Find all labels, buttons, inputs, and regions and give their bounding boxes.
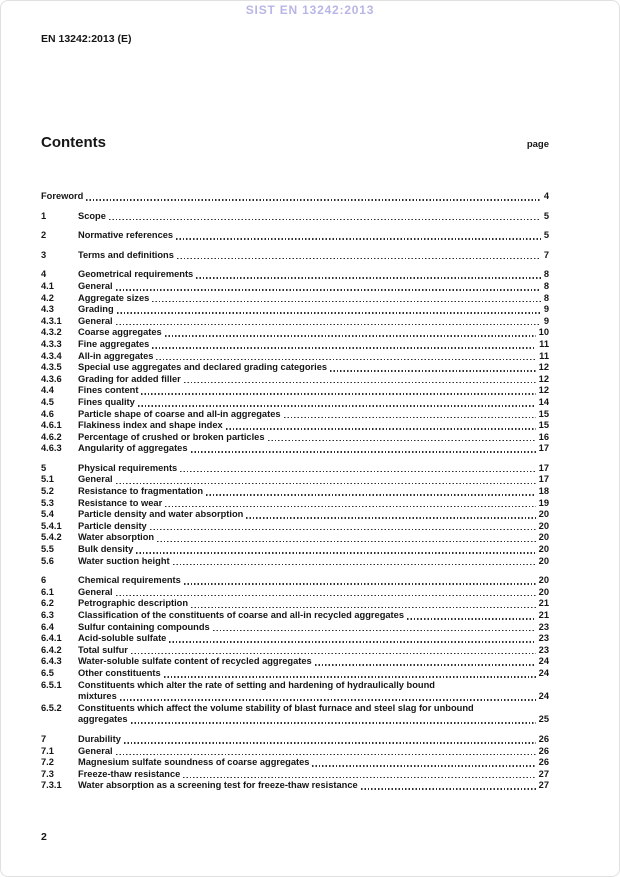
- toc-entry-number: 6.5: [41, 667, 54, 678]
- toc-dotted-leader: [213, 630, 536, 632]
- toc-dotted-leader: [164, 676, 536, 678]
- toc-entry: [41, 691, 549, 703]
- toc-entry: [41, 230, 549, 242]
- toc-dotted-leader: [226, 428, 536, 430]
- toc-dotted-leader: [124, 742, 536, 744]
- toc-entry-page: 9: [543, 315, 549, 326]
- toc-entry-number: 7: [41, 733, 47, 744]
- toc-entry-title: Constituents which affect the volume stability of blast furnace and steel slag for unbound: [78, 702, 474, 713]
- toc-entry-number: 3: [41, 249, 47, 260]
- toc-entry-page: 20: [538, 509, 549, 520]
- toc-entry: [41, 432, 549, 444]
- toc-dotted-leader: [246, 517, 535, 519]
- toc-entry-title: Physical requirements: [78, 462, 178, 473]
- toc-entry-page: 24: [538, 667, 549, 678]
- toc-entry: [41, 463, 549, 475]
- toc-entry-page: 8: [543, 292, 549, 303]
- toc-entry-title: Fines content: [78, 385, 139, 396]
- toc-dotted-leader: [131, 653, 536, 655]
- toc-entry-page: 5: [543, 230, 549, 241]
- toc-entry-page: 19: [538, 497, 549, 508]
- toc-entry-number: 4: [41, 269, 47, 280]
- toc-entry-page: 27: [538, 780, 549, 791]
- toc-entry-number: 6.4.2: [41, 644, 62, 655]
- table-of-contents: [41, 191, 549, 792]
- toc-entry: [41, 509, 549, 521]
- toc-entry-number: 1: [41, 210, 47, 221]
- toc-dotted-leader: [407, 618, 536, 620]
- toc-dotted-leader: [136, 552, 535, 554]
- toc-entry-title: Particle density: [78, 520, 147, 531]
- toc-entry: [41, 769, 549, 781]
- toc-entry: [41, 397, 549, 409]
- toc-entry-title: General: [78, 280, 113, 291]
- toc-dotted-leader: [109, 219, 541, 221]
- toc-entry-page: 18: [538, 486, 549, 497]
- toc-entry-page: 20: [538, 532, 549, 543]
- toc-entry-title: Grading for added filler: [78, 373, 181, 384]
- toc-entry-number: 4.3.1: [41, 315, 62, 326]
- toc-entry-page: 23: [538, 621, 549, 632]
- document-reference: EN 13242:2013 (E): [41, 33, 132, 45]
- toc-entry-page: 20: [538, 575, 549, 586]
- toc-entry-title: All-in aggregates: [78, 350, 154, 361]
- toc-entry-page: 26: [538, 757, 549, 768]
- toc-dotted-leader: [165, 335, 536, 337]
- toc-dotted-leader: [191, 451, 536, 453]
- toc-dotted-leader: [268, 440, 536, 442]
- toc-entry: [41, 474, 549, 486]
- toc-entry-number: 4.3.3: [41, 338, 62, 349]
- toc-dotted-leader: [156, 359, 536, 361]
- toc-entry-title: Flakiness index and shape index: [78, 420, 223, 431]
- toc-entry-number: 4.2: [41, 292, 54, 303]
- toc-entry: [41, 610, 549, 622]
- toc-entry-page: 15: [538, 408, 549, 419]
- toc-entry-title: Angularity of aggregates: [78, 443, 188, 454]
- toc-entry-title: General: [78, 745, 113, 756]
- toc-entry: [41, 211, 549, 223]
- toc-entry-title: aggregates: [78, 714, 128, 725]
- toc-entry: [41, 757, 549, 769]
- toc-entry-page: 23: [538, 644, 549, 655]
- toc-entry-number: 6.5.1: [41, 679, 62, 690]
- toc-entry-number: 4.3.4: [41, 350, 62, 361]
- toc-entry: [41, 362, 549, 374]
- toc-dotted-leader: [116, 754, 536, 756]
- toc-dotted-leader: [117, 312, 541, 314]
- toc-entry: [41, 420, 549, 432]
- toc-entry-number: 4.3.2: [41, 327, 62, 338]
- toc-dotted-leader: [176, 238, 541, 240]
- toc-dotted-leader: [184, 583, 536, 585]
- toc-dotted-leader: [196, 277, 541, 279]
- toc-entry-title: Other constituents: [78, 667, 161, 678]
- toc-entry: [41, 633, 549, 645]
- toc-dotted-leader: [165, 506, 535, 508]
- contents-title: Contents: [41, 134, 106, 151]
- toc-entry: [41, 486, 549, 498]
- toc-entry-page: 16: [538, 431, 549, 442]
- toc-entry-page: 17: [538, 474, 549, 485]
- toc-entry-title: Magnesium sulfate soundness of coarse aggregates: [78, 757, 310, 768]
- toc-entry: [41, 191, 549, 203]
- toc-entry-page: 20: [538, 520, 549, 531]
- toc-entry-page: 11: [539, 350, 549, 361]
- toc-entry-number: 6.4: [41, 621, 54, 632]
- toc-entry-number: 4.6.3: [41, 443, 62, 454]
- toc-entry: [41, 443, 549, 455]
- footer-page-number: 2: [41, 831, 47, 843]
- toc-entry: [41, 587, 549, 599]
- toc-entry-number: 5.5: [41, 544, 54, 555]
- toc-entry-page: 24: [538, 691, 549, 702]
- toc-entry-number: 4.3: [41, 304, 54, 315]
- toc-entry: [41, 668, 549, 680]
- toc-entry: [41, 293, 549, 305]
- toc-entry-title: Sulfur containing compounds: [78, 621, 210, 632]
- toc-entry-page: 12: [538, 385, 549, 396]
- toc-entry-title: Aggregate sizes: [78, 292, 150, 303]
- toc-entry-title: Particle shape of coarse and all-in aggregates: [78, 408, 281, 419]
- toc-entry-title: Classification of the constituents of coarse and all-in recycled aggregates: [78, 610, 404, 620]
- toc-entry-title: Chemical requirements: [78, 575, 181, 586]
- toc-entry-number: 7.2: [41, 757, 54, 768]
- toc-dotted-leader: [206, 494, 536, 496]
- toc-entry: [41, 645, 549, 657]
- toc-dotted-leader: [86, 199, 540, 201]
- toc-dotted-leader: [180, 471, 535, 473]
- toc-entry-title: Foreword: [41, 191, 84, 201]
- watermark-text: SIST EN 13242:2013: [245, 3, 375, 17]
- toc-entry: [41, 544, 549, 556]
- toc-entry: [41, 316, 549, 328]
- toc-dotted-leader: [183, 777, 535, 779]
- toc-entry-title: Petrographic description: [78, 598, 189, 609]
- toc-entry: [41, 385, 549, 397]
- toc-entry-title: Terms and definitions: [78, 249, 174, 260]
- toc-entry-number: 6.1: [41, 586, 54, 597]
- toc-dotted-leader: [116, 289, 541, 291]
- toc-entry: [41, 598, 549, 610]
- toc-entry-number: 6.5.2: [41, 702, 62, 713]
- toc-entry-page: 15: [538, 420, 549, 431]
- toc-entry-number: 5.4: [41, 509, 54, 520]
- toc-entry-title: Geometrical requirements: [78, 269, 194, 280]
- toc-entry: [41, 269, 549, 281]
- toc-dotted-leader: [361, 788, 536, 790]
- toc-entry-page: 8: [543, 280, 549, 291]
- toc-entry-page: 12: [538, 362, 549, 373]
- toc-entry: [41, 656, 549, 668]
- toc-entry-number: 6.3: [41, 610, 54, 620]
- toc-dotted-leader: [177, 258, 541, 260]
- toc-entry-number: 5.4.1: [41, 520, 62, 531]
- toc-dotted-leader: [152, 301, 541, 303]
- toc-entry-number: 6.4.1: [41, 633, 62, 644]
- toc-entry: [41, 374, 549, 386]
- toc-dotted-leader: [173, 564, 536, 566]
- toc-entry-title: General: [78, 586, 113, 597]
- toc-entry-page: 14: [538, 396, 549, 407]
- toc-entry-number: 2: [41, 230, 47, 241]
- toc-entry-page: 26: [538, 745, 549, 756]
- toc-entry-number: 4.4: [41, 385, 54, 396]
- toc-entry-number: 4.6.1: [41, 420, 62, 431]
- page-column-label: page: [526, 139, 549, 150]
- toc-dotted-leader: [116, 483, 536, 485]
- toc-entry: [41, 680, 549, 692]
- toc-entry-page: 20: [538, 555, 549, 566]
- toc-entry-page: 23: [538, 633, 549, 644]
- toc-entry-number: 6.4.3: [41, 656, 62, 667]
- toc-dotted-leader: [131, 722, 536, 724]
- toc-entry-title: Acid-soluble sulfate: [78, 633, 167, 644]
- toc-dotted-leader: [312, 765, 535, 767]
- toc-entry-page: 8: [543, 269, 549, 280]
- toc-entry-number: 4.3.6: [41, 373, 62, 384]
- toc-entry: [41, 622, 549, 634]
- toc-entry-number: 5.2: [41, 486, 54, 497]
- toc-entry-page: 11: [539, 338, 549, 349]
- toc-entry-page: 20: [538, 586, 549, 597]
- toc-entry-title: Constituents which alter the rate of setting and hardening of hydraulically bound: [78, 679, 435, 690]
- toc-dotted-leader: [169, 641, 535, 643]
- toc-dotted-leader: [150, 529, 536, 531]
- toc-entry-page: 21: [538, 598, 549, 609]
- toc-entry-title: Fines quality: [78, 396, 135, 407]
- toc-entry-title: Resistance to wear: [78, 497, 163, 508]
- toc-entry-title: Resistance to fragmentation: [78, 486, 204, 497]
- toc-entry-title: Fine aggregates: [78, 338, 150, 349]
- toc-entry-title: General: [78, 315, 113, 326]
- toc-entry-number: 5.1: [41, 474, 54, 485]
- toc-entry-page: 21: [538, 610, 549, 620]
- toc-entry: [41, 532, 549, 544]
- toc-entry: [41, 327, 549, 339]
- toc-entry-title: Coarse aggregates: [78, 327, 162, 338]
- toc-dotted-leader: [141, 393, 535, 395]
- toc-entry-title: Water suction height: [78, 555, 170, 566]
- toc-entry-title: Water absorption as a screening test for freeze-thaw resistance: [78, 780, 358, 791]
- toc-entry: [41, 734, 549, 746]
- toc-entry: [41, 339, 549, 351]
- toc-entry-title: Water absorption: [78, 532, 155, 543]
- toc-dotted-leader: [152, 347, 536, 349]
- toc-entry: [41, 714, 549, 726]
- toc-entry-page: 17: [538, 462, 549, 473]
- toc-entry: [41, 281, 549, 293]
- toc-entry: [41, 351, 549, 363]
- toc-entry-number: 5.6: [41, 555, 54, 566]
- toc-entry-title: Freeze-thaw resistance: [78, 768, 181, 779]
- toc-entry-title: Percentage of crushed or broken particles: [78, 431, 265, 442]
- toc-entry: [41, 409, 549, 421]
- toc-dotted-leader: [315, 664, 536, 666]
- toc-entry-title: Particle density and water absorption: [78, 509, 244, 520]
- toc-entry-page: 24: [538, 656, 549, 667]
- toc-entry-title: Durability: [78, 733, 121, 744]
- toc-entry: [41, 521, 549, 533]
- toc-dotted-leader: [284, 417, 536, 419]
- toc-entry-page: 26: [538, 733, 549, 744]
- toc-dotted-leader: [138, 405, 536, 407]
- toc-entry-page: 17: [538, 443, 549, 454]
- toc-entry-title: Special use aggregates and declared grading categories: [78, 362, 328, 373]
- toc-entry: [41, 556, 549, 568]
- toc-entry-number: 4.5: [41, 396, 54, 407]
- toc-entry-number: 4.6.2: [41, 431, 62, 442]
- toc-entry-number: 6.2: [41, 598, 54, 609]
- toc-dotted-leader: [120, 699, 536, 701]
- toc-entry-page: 12: [538, 373, 549, 384]
- toc-entry-page: 20: [538, 544, 549, 555]
- toc-entry: [41, 746, 549, 758]
- toc-entry-title: Water-soluble sulfate content of recycled aggregates: [78, 656, 312, 667]
- toc-entry-number: 4.1: [41, 280, 54, 291]
- toc-dotted-leader: [116, 595, 536, 597]
- toc-entry: [41, 498, 549, 510]
- toc-entry-title: Total sulfur: [78, 644, 128, 655]
- toc-entry-number: 7.3.1: [41, 780, 62, 791]
- toc-entry-number: 5.4.2: [41, 532, 62, 543]
- toc-entry-page: 7: [543, 249, 549, 260]
- toc-entry-page: 27: [538, 768, 549, 779]
- toc-dotted-leader: [116, 324, 541, 326]
- toc-entry-number: 5: [41, 462, 47, 473]
- toc-entry-number: 7.1: [41, 745, 54, 756]
- toc-dotted-leader: [191, 607, 536, 609]
- toc-dotted-leader: [330, 370, 536, 372]
- toc-entry-title: Grading: [78, 304, 114, 315]
- toc-entry-number: 4.6: [41, 408, 54, 419]
- toc-entry-page: 9: [543, 304, 549, 315]
- toc-entry-page: 5: [543, 210, 549, 221]
- toc-entry: [41, 575, 549, 587]
- toc-entry-page: 4: [543, 191, 549, 201]
- toc-entry-number: 7.3: [41, 768, 54, 779]
- toc-entry-number: 5.3: [41, 497, 54, 508]
- toc-entry-number: 6: [41, 575, 47, 586]
- toc-entry-title: Normative references: [78, 230, 174, 241]
- toc-entry-title: Scope: [78, 210, 106, 221]
- contents-header: [41, 134, 549, 151]
- toc-entry: [41, 780, 549, 792]
- toc-entry-page: 25: [538, 714, 549, 725]
- toc-entry-title: General: [78, 474, 113, 485]
- toc-entry-page: 10: [538, 327, 549, 338]
- toc-entry: [41, 250, 549, 262]
- toc-entry-title: Bulk density: [78, 544, 134, 555]
- toc-entry: [41, 703, 549, 715]
- toc-dotted-leader: [184, 382, 536, 384]
- toc-dotted-leader: [157, 541, 536, 543]
- toc-entry-number: 4.3.5: [41, 362, 62, 373]
- toc-entry-title: mixtures: [78, 691, 117, 702]
- toc-entry: [41, 304, 549, 316]
